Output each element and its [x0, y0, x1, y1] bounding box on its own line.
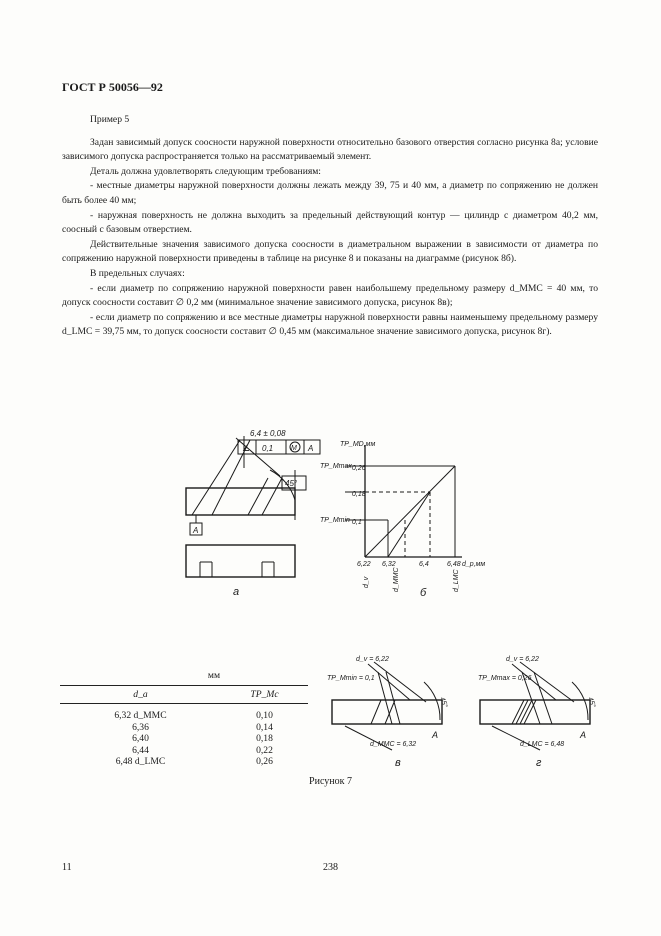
table-header: d_a [60, 686, 221, 704]
page-number-left: 11 [62, 862, 72, 873]
paragraph: В предельных случаях: [90, 267, 185, 279]
v-tp-label: TP_Mmin = 0,1 [327, 675, 375, 682]
values-table [60, 670, 308, 768]
g-datum: A [580, 730, 587, 740]
g-tp-label: TP_Mmax = 0,26 [478, 675, 532, 682]
example-title: Пример 5 [90, 114, 130, 125]
table-cell: 6,44 [132, 744, 149, 756]
a-frame-symbol: ∠ [242, 443, 251, 453]
v-top-label: d_v = 6,22 [356, 656, 389, 663]
v-angle: 45° [438, 696, 449, 709]
table-unit: мм [207, 670, 221, 681]
v-sub-label: в [395, 757, 401, 769]
paragraph: Действительные значения зависимого допуска соосности в диаметральном выражении в зависимости от диаметра по сопряжению наружной поверхности приведены в таблице на рисунке 8 и показаны на диаграмме (рисунок 8б). [62, 238, 598, 265]
b-xname-dv: d_v [363, 576, 370, 588]
a-sub-label: а [233, 586, 240, 598]
b-xtick-632: 6,32 [382, 561, 396, 568]
table-cell: 6,40 [132, 733, 149, 744]
table-header: TP_Mc [221, 686, 308, 704]
b-sub-label: б [420, 587, 427, 599]
table-row [60, 756, 308, 768]
a-frame-value: 0,1 [262, 444, 274, 453]
b-ytick-018: 0,18 [352, 491, 366, 498]
b-xtick-622: 6,22 [357, 561, 371, 568]
figure-a-drawing [186, 436, 320, 577]
g-top-label: d_v = 6,22 [506, 656, 539, 663]
table-row [60, 733, 308, 745]
table-cell: 6,32 d_MMC [114, 710, 167, 721]
g-sub-label: г [536, 757, 542, 769]
a-datum-label: A [193, 526, 199, 535]
table-cell: 0,22 [256, 744, 273, 756]
b-ytick-name-max: TP_Mmax [320, 463, 352, 470]
paragraph: - наружная поверхность не должна выходить за предельный действующий контур — цилиндр с диаметром 40,2 мм, соосный с базовым отверстием. [62, 209, 598, 236]
paragraph: - если диаметр по сопряжению наружной поверхности равен наибольшему предельному размеру d_MMC = 40 мм, то допуск соосности составит ∅ 0,2 мм (минимальное значение зависимого допуска, рисунок 8в); [62, 282, 598, 309]
g-angle: 45° [586, 696, 597, 709]
table-row [60, 722, 308, 734]
a-frame-datum: A [308, 444, 314, 453]
paragraph: Деталь должна удовлетворять следующим требованиям: [90, 165, 321, 177]
page-number-center: 238 [323, 862, 338, 873]
table-cell: 0,10 [256, 710, 273, 721]
a-frame-modifier: M [291, 445, 297, 452]
table-row [60, 745, 308, 757]
paragraph: - местные диаметры наружной поверхности должны лежать между 39, 75 и 40 мм, а диаметр по сопряжению не должен быть более 40 мм; [62, 180, 598, 206]
b-y-axis: TP_MD,мм [340, 441, 376, 448]
v-datum: A [432, 730, 439, 740]
paragraph: - если диаметр по сопряжению и все местные диаметры наружной поверхности равны наименьшему предельному размеру d_LMC = 39,75 мм, то допуск соосности составит ∅ 0,45 мм (максимальное значение зависимого допуска, рисунок 8г). [62, 311, 598, 338]
b-ytick-name-min: TP_Mmin [320, 517, 350, 524]
document-header: ГОСТ Р 50056—92 [62, 80, 163, 94]
table-row [60, 704, 308, 722]
b-x-axis: d_р,мм [462, 561, 486, 568]
paragraph: Задан зависимый допуск соосности наружной поверхности относительно базового отверстия согласно рисунка 8а; условие зависимого допуска распространяется только на рассматриваемый элемент. [62, 136, 598, 163]
table-cell: 0,18 [256, 733, 273, 744]
table-cell: 6,48 d_LMC [115, 756, 166, 767]
g-bottom-label: d_LMC = 6,48 [520, 741, 565, 748]
table-cell: 6,36 [132, 721, 149, 733]
b-ytick-01: 0,1 [352, 519, 362, 526]
a-angle: 45° [285, 479, 298, 488]
b-xtick-648: 6,48 [447, 561, 461, 568]
a-dim-label: 6,4 ± 0,08 [250, 429, 286, 438]
b-xname-dmmc: d_MMC [393, 567, 400, 592]
table-cell: 0,26 [256, 756, 273, 767]
b-ytick-026: 0,26 [352, 465, 366, 472]
v-bottom-label: d_MMC = 6,32 [370, 741, 417, 748]
b-xname-dlmc: d_LMC [453, 569, 460, 592]
table-cell: 0,14 [256, 721, 273, 733]
figure-b-diagram [345, 445, 462, 557]
b-xtick-64: 6,4 [419, 561, 429, 568]
figure-caption: Рисунок 7 [309, 776, 352, 787]
